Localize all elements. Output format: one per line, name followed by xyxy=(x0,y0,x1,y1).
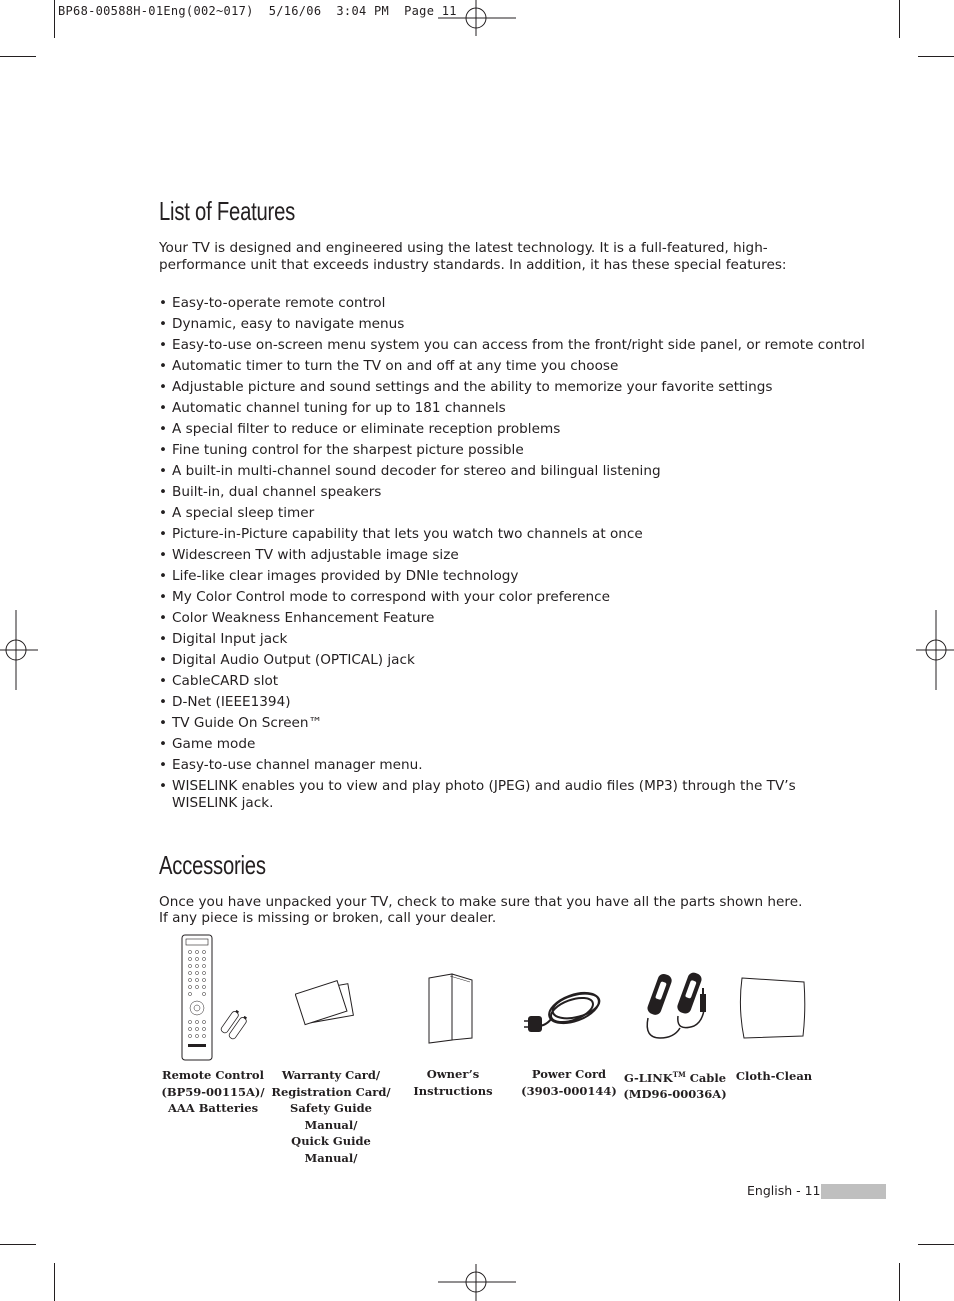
features-intro: Your TV is designed and engineered using the latest technology. It is a full-featured, high-performance unit that exceeds industry standards. In addition, it has these special features: xyxy=(159,240,787,273)
list-item: • CableCARD slot xyxy=(159,673,865,694)
accessories-intro-line2: If any piece is missing or broken, call your dealer. xyxy=(159,910,497,926)
registration-mark-right xyxy=(916,610,954,690)
list-item: • Easy-to-operate remote control xyxy=(159,295,865,316)
list-item: • Automatic timer to turn the TV on and off at any time you choose xyxy=(159,358,865,379)
cloth-icon xyxy=(736,974,808,1040)
registration-mark-top xyxy=(438,0,518,36)
list-item: • My Color Control mode to correspond with your color preference xyxy=(159,589,865,610)
glink-cable-icon xyxy=(638,972,714,1046)
features-list xyxy=(159,295,865,811)
list-item: • Built-in, dual channel speakers xyxy=(159,484,865,505)
list-item: • Life-like clear images provided by DNIe technology xyxy=(159,568,865,589)
remote-control-caption: Remote Control (BP59-00115A)/ AAA Batteries xyxy=(161,1068,265,1115)
registration-mark-left xyxy=(0,610,38,690)
page-tab-bar xyxy=(821,1184,886,1199)
cloth-clean-caption: Cloth-Clean xyxy=(735,1069,813,1083)
features-title: List of Features xyxy=(159,196,296,226)
print-header: BP68-00588H-01Eng(002~017) 5/16/06 3:04 PM Page 11 xyxy=(58,4,457,18)
list-item: • Digital Input jack xyxy=(159,631,865,652)
remote-control-icon xyxy=(180,934,248,1062)
owners-instructions-caption: Owner’s Instructions xyxy=(413,1067,493,1098)
page-number: English - 11 xyxy=(747,1183,821,1198)
list-item: • Fine tuning control for the sharpest picture possible xyxy=(159,442,865,463)
registration-mark-bottom xyxy=(438,1264,518,1301)
list-item: • Color Weakness Enhancement Feature xyxy=(159,610,865,631)
list-item: • A built-in multi-channel sound decoder for stereo and bilingual listening xyxy=(159,463,865,484)
list-item: • Picture-in-Picture capability that lets you watch two channels at once xyxy=(159,526,865,547)
list-item: • A special filter to reduce or eliminate reception problems xyxy=(159,421,865,442)
list-item: • Widescreen TV with adjustable image size xyxy=(159,547,865,568)
list-item: • Adjustable picture and sound settings and the ability to memorize your favorite settings xyxy=(159,379,865,400)
power-cord-icon xyxy=(524,986,606,1040)
list-item: • D-Net (IEEE1394) xyxy=(159,694,865,715)
list-item: • A special sleep timer xyxy=(159,505,865,526)
warranty-card-caption: Warranty Card/ Registration Card/ Safety Guide Manual/ Quick Guide Manual/ xyxy=(271,1068,391,1165)
power-cord-caption: Power Cord (3903-000144) xyxy=(521,1067,617,1098)
list-item: • Dynamic, easy to navigate menus xyxy=(159,316,865,337)
list-item: • Easy-to-use on-screen menu system you can access from the front/right side panel, or remote control xyxy=(159,337,865,358)
glink-cable-caption: G-LINK™ Cable (MD96-00036A) xyxy=(623,1070,727,1102)
list-item: • Automatic channel tuning for up to 181 channels xyxy=(159,400,865,421)
list-item: • TV Guide On Screen™ xyxy=(159,715,865,736)
list-item: • WISELINK enables you to view and play photo (JPEG) and audio files (MP3) through the TV’s WISELINK jack. xyxy=(159,778,812,811)
owners-manual-icon xyxy=(424,972,476,1044)
warranty-cards-icon xyxy=(295,978,357,1030)
list-item: • Easy-to-use channel manager menu. xyxy=(159,757,865,778)
list-item: • Game mode xyxy=(159,736,865,757)
list-item: • Digital Audio Output (OPTICAL) jack xyxy=(159,652,865,673)
accessories-intro-line1: Once you have unpacked your TV, check to make sure that you have all the parts shown here. xyxy=(159,894,803,910)
accessories-title: Accessories xyxy=(159,850,266,880)
